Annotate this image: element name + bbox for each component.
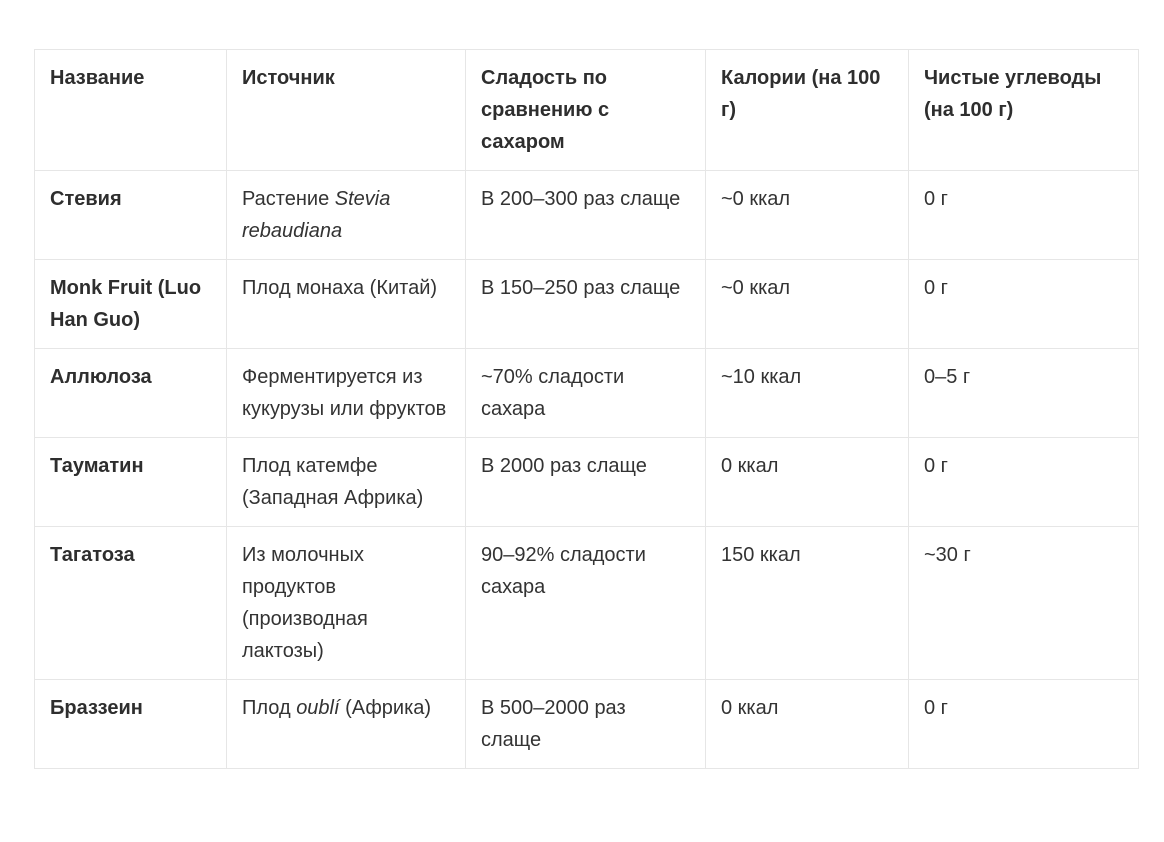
cell-source (227, 438, 466, 527)
cell-sweetness: 90–92% сладости сахара (466, 527, 706, 680)
cell-source (227, 260, 466, 349)
source-text: Из молочных продуктов (производная лактозы) (242, 544, 368, 662)
cell-carbs: 0 г (909, 260, 1139, 349)
cell-carbs: 0–5 г (909, 349, 1139, 438)
cell-sweetness: В 200–300 раз слаще (466, 171, 706, 260)
cell-name: Стевия (35, 171, 227, 260)
cell-source (227, 349, 466, 438)
cell-carbs: 0 г (909, 680, 1139, 769)
cell-calories: ~0 ккал (706, 260, 909, 349)
cell-calories: 150 ккал (706, 527, 909, 680)
cell-calories: ~10 ккал (706, 349, 909, 438)
header-calories: Калории (на 100 г) (706, 50, 909, 171)
header-sweetness: Сладость по сравнению с сахаром (466, 50, 706, 171)
cell-source (227, 171, 466, 260)
cell-name: Тагатоза (35, 527, 227, 680)
source-italic-text: Stevia rebaudiana (242, 188, 391, 242)
cell-source (227, 527, 466, 680)
cell-sweetness: В 500–2000 раз слаще (466, 680, 706, 769)
source-text: Растение (242, 188, 335, 210)
sweeteners-table (34, 49, 1139, 769)
cell-name: Браззеин (35, 680, 227, 769)
table-row (35, 680, 1139, 769)
header-source: Источник (227, 50, 466, 171)
cell-carbs: 0 г (909, 171, 1139, 260)
sweeteners-table-container (34, 49, 1138, 769)
table-header-row (35, 50, 1139, 171)
cell-sweetness: ~70% сладости сахара (466, 349, 706, 438)
header-name: Название (35, 50, 227, 171)
table-row (35, 438, 1139, 527)
table-row (35, 349, 1139, 438)
cell-sweetness: В 150–250 раз слаще (466, 260, 706, 349)
source-text: Плод монаха (Китай) (242, 277, 438, 299)
source-text: Плод (242, 697, 297, 719)
table-row (35, 260, 1139, 349)
cell-carbs: ~30 г (909, 527, 1139, 680)
source-italic-text: oublí (296, 697, 340, 719)
cell-calories: ~0 ккал (706, 171, 909, 260)
cell-carbs: 0 г (909, 438, 1139, 527)
cell-source (227, 680, 466, 769)
cell-name: Аллюлоза (35, 349, 227, 438)
cell-calories: 0 ккал (706, 438, 909, 527)
table-row (35, 527, 1139, 680)
cell-sweetness: В 2000 раз слаще (466, 438, 706, 527)
cell-calories: 0 ккал (706, 680, 909, 769)
source-text: Ферментируется из кукурузы или фруктов (242, 366, 447, 420)
cell-name: Тауматин (35, 438, 227, 527)
header-net-carbs: Чистые углеводы (на 100 г) (909, 50, 1139, 171)
cell-name: Monk Fruit (Luo Han Guo) (35, 260, 227, 349)
table-row (35, 171, 1139, 260)
source-text: Плод катемфе (Западная Африка) (242, 455, 424, 509)
source-suffix-text: (Африка) (339, 697, 432, 719)
